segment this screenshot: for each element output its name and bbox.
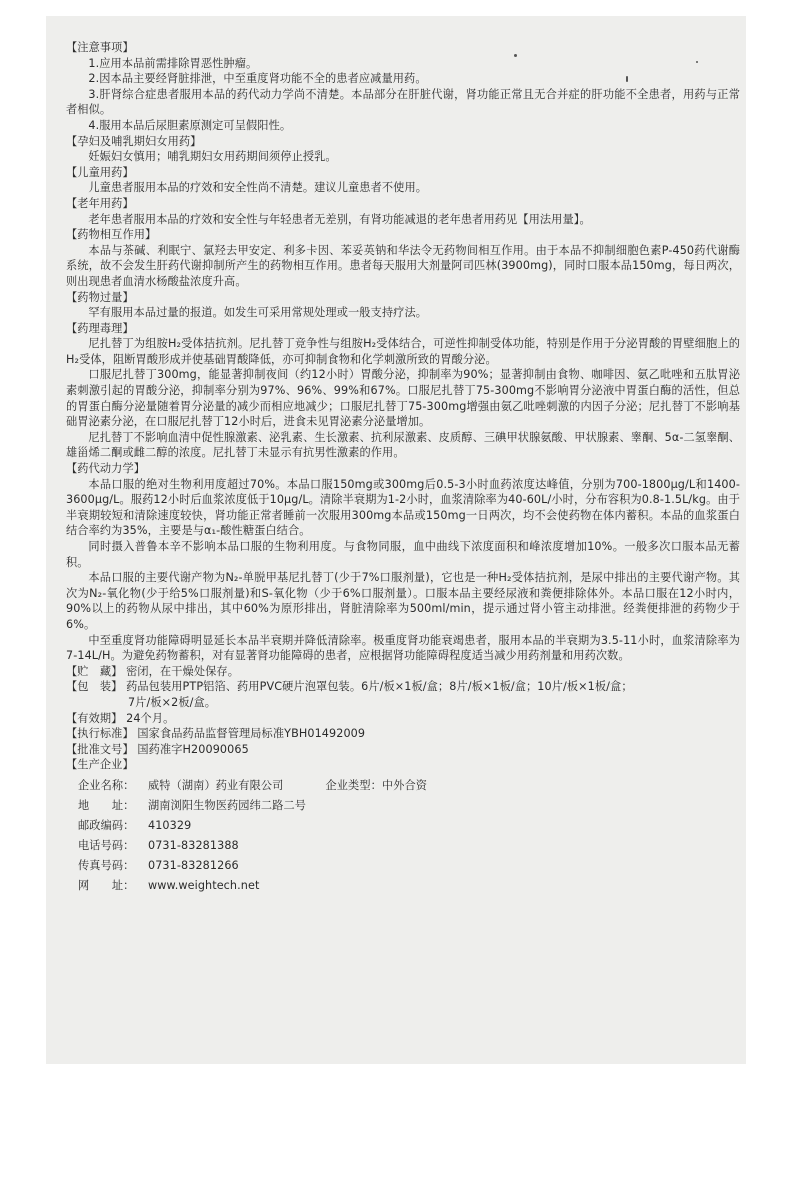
phone-row (78, 837, 740, 855)
validity-row (66, 711, 740, 727)
precaution-item: 3.肝肾综合症患者服用本品的药代动力学尚不清楚。本品部分在肝脏代谢，肾功能正常且无合并症的肝功能不全患者，用药与正常者相似。 (66, 87, 740, 117)
pharmacokinetics-paragraph: 本品口服的主要代谢产物为N₂-单脱甲基尼扎替丁(少于7%口服剂量)，它也是一种H₂受体拮抗剂，是尿中排出的主要代谢产物。其次为N₂-氧化物(少于给5%口服剂量)和S-氧化物（少于6%口服剂量）。口服本品主要经尿液和粪便排除体外。本品口服在12小时内，90%以上的药物从尿中排出，其中60%为原形排出，肾脏清除率为500ml/min，提示通过肾小管主动排泄。经粪便排泄的药物少于6%。 (66, 571, 740, 631)
precautions-heading: 【注意事项】 (66, 41, 134, 54)
address: 湖南浏阳生物医药园纬二路二号 (148, 799, 307, 813)
storage-label: 【贮 藏】 (66, 664, 123, 678)
approval-label: 【批准文号】 (66, 742, 134, 756)
pharmacology-heading: 【药理毒理】 (66, 321, 134, 335)
overdose-text: 罕有服用本品过量的报道。如发生可采用常规处理或一般支持疗法。 (88, 306, 428, 320)
packaging-text-line1: 药品包装用PTP铝箔、药用PVC硬片泡罩包装。6片/板×1板/盒；8片/板×1板/盒；10片/板×1板/盒； (126, 680, 633, 694)
leaflet-page (46, 16, 746, 1064)
company-name-label: 企业名称： (78, 779, 135, 793)
validity-text: 24个月。 (126, 711, 175, 725)
phone-label: 电话号码： (78, 839, 135, 853)
precaution-item: 1.应用本品前需排除胃恶性肿瘤。 (88, 56, 258, 70)
address-row (78, 797, 740, 815)
paper-speck (626, 76, 628, 82)
standard-text: 国家食品药品监督管理局标准YBH01492009 (137, 727, 366, 741)
pharmacology-paragraph: 尼扎替丁不影响血清中促性腺激素、泌乳素、生长激素、抗利尿激素、皮质醇、三碘甲状腺氨酸、甲状腺素、睾酮、5α-二氢睾酮、雄甾烯二酮或雌二醇的浓度。尼扎替丁未显示有抗男性激素的作用。 (66, 430, 740, 460)
overdose-heading: 【药物过量】 (66, 290, 134, 304)
paper-speck (696, 61, 698, 63)
pharmacokinetics-section (66, 461, 740, 664)
interactions-text: 本品与茶碱、利眠宁、氯羟去甲安定、利多卡因、苯妥英钠和华法令无药物间相互作用。由于本品不抑制细胞色素P-450药代谢酶系统，故不会发生肝药代谢抑制所产生的药物相互作用。患者每天服用大剂量阿司匹林(3900mg)，同时口服本品150mg，每日两次，则出现患者血清水杨酸盐浓度升高。 (66, 243, 740, 288)
website: www.weightech.net (148, 879, 260, 893)
packaging-text-line2: 7片/板×2板/盒。 (128, 695, 217, 709)
postcode: 410329 (148, 819, 192, 833)
pregnancy-text: 妊娠妇女慎用；哺乳期妇女用药期间须停止授乳。 (88, 150, 337, 164)
company-name: 威特（湖南）药业有限公司 (148, 779, 284, 793)
approval-text: 国药准字H20090065 (137, 742, 249, 756)
pharmacology-paragraph: 尼扎替丁为组胺H₂受体拮抗剂。尼扎替丁竞争性与组胺H₂受体结合，可逆性抑制受体功能，特别是作用于分泌胃酸的胃壁细胞上的H₂受体，阻断胃酸形成并使基础胃酸降低，亦可抑制食物和化学刺激所致的胃酸分泌。 (66, 337, 740, 366)
validity-label: 【有效期】 (66, 711, 123, 725)
manufacturer-details (66, 777, 740, 895)
precaution-item: 2.因本品主要经肾脏排泄，中至重度肾功能不全的患者应减量用药。 (88, 72, 427, 86)
geriatric-section (66, 196, 740, 227)
manufacturer-heading: 【生产企业】 (66, 758, 134, 772)
phone: 0731-83281388 (148, 839, 239, 853)
postcode-row (78, 817, 740, 835)
standard-row (66, 726, 740, 742)
packaging-row-continued (66, 695, 740, 711)
pregnancy-heading: 【孕妇及哺乳期妇女用药】 (66, 134, 202, 148)
packaging-label: 【包 装】 (66, 680, 123, 694)
fax: 0731-83281266 (148, 859, 239, 873)
packaging-row (66, 679, 740, 695)
pharmacology-section (66, 321, 740, 461)
precautions-section (66, 40, 740, 134)
pharmacokinetics-paragraph: 本品口服的绝对生物利用度超过70%。本品口服150mg或300mg后0.5-3小时血药浓度达峰值，分别为700-1800μg/L和1400-3600μg/L。服药12小时后血浆浓度低于10μg/L。清除半衰期为1-2小时，血浆清除率为40-60L/小时，分布容积为0.8-1.5L/kg。由于半衰期较短和清除速度较快，肾功能正常者睡前一次服用300mg本品或150mg一日两次，均不会使药物在体内蓄积。本品的血浆蛋白结合率约为35%，主要是与α₁-酸性糖蛋白结合。 (66, 477, 740, 538)
address-label: 地 址： (78, 799, 135, 813)
pharmacokinetics-paragraph: 同时摄入普鲁本辛不影响本品口服的生物利用度。与食物同服，血中曲线下浓度面积和峰浓度增加10%。一般多次口服本品无蓄积。 (66, 540, 740, 569)
standard-label: 【执行标准】 (66, 727, 134, 741)
pharmacology-paragraph: 口服尼扎替丁300mg，能显著抑制夜间（约12小时）胃酸分泌，抑制率为90%；显著抑制由食物、咖啡因、氨乙吡唑和五肽胃泌素刺激引起的胃酸分泌，抑制率分别为97%、96%、99%和67%。口服尼扎替丁75-300mg不影响胃分泌液中胃蛋白酶的活性，但总的胃蛋白酶分泌量随着胃分泌量的减少而相应地减少；口服尼扎替丁75-300mg增强由氨乙吡唑刺激的内因子分泌；尼扎替丁不影响基础胃泌素分泌，在口服尼扎替丁12小时后，进食未见胃泌素分泌量增加。 (66, 368, 740, 429)
geriatric-heading: 【老年用药】 (66, 196, 134, 210)
fax-row (78, 857, 740, 875)
website-label: 网 址： (78, 879, 135, 893)
company-name-row (78, 777, 740, 795)
storage-row (66, 664, 740, 680)
overdose-section (66, 290, 740, 321)
geriatric-text: 老年患者服用本品的疗效和安全性与年轻患者无差别，有肾功能减退的老年患者用药见【用法用量】。 (88, 212, 591, 226)
fax-label: 传真号码： (78, 859, 135, 873)
company-type: 中外合资 (381, 779, 428, 793)
pediatric-heading: 【儿童用药】 (66, 165, 134, 179)
paper-speck (514, 54, 517, 57)
storage-text: 密闭，在干燥处保存。 (126, 664, 239, 678)
pediatric-text: 儿童患者服用本品的疗效和安全性尚不清楚。建议儿童患者不使用。 (88, 181, 428, 195)
postcode-label: 邮政编码： (78, 819, 135, 833)
pharmacokinetics-paragraph: 中至重度肾功能障碍明显延长本品半衰期并降低清除率。极重度肾功能衰竭患者，服用本品的半衰期为3.5-11小时，血浆清除率为7-14L/H。为避免药物蓄积，对有显著肾功能障碍的患者，应根据肾功能障碍程度适当减少用药剂量和用药次数。 (66, 633, 740, 663)
website-row (78, 877, 740, 895)
pregnancy-section (66, 134, 740, 165)
interactions-heading: 【药物相互作用】 (66, 228, 157, 242)
precaution-item: 4.服用本品后尿胆素原测定可呈假阳性。 (88, 118, 292, 132)
approval-row (66, 742, 740, 758)
company-type-label: 企业类型： (325, 779, 382, 793)
interactions-section (66, 227, 740, 289)
pharmacokinetics-heading: 【药代动力学】 (66, 462, 146, 476)
pediatric-section (66, 165, 740, 196)
